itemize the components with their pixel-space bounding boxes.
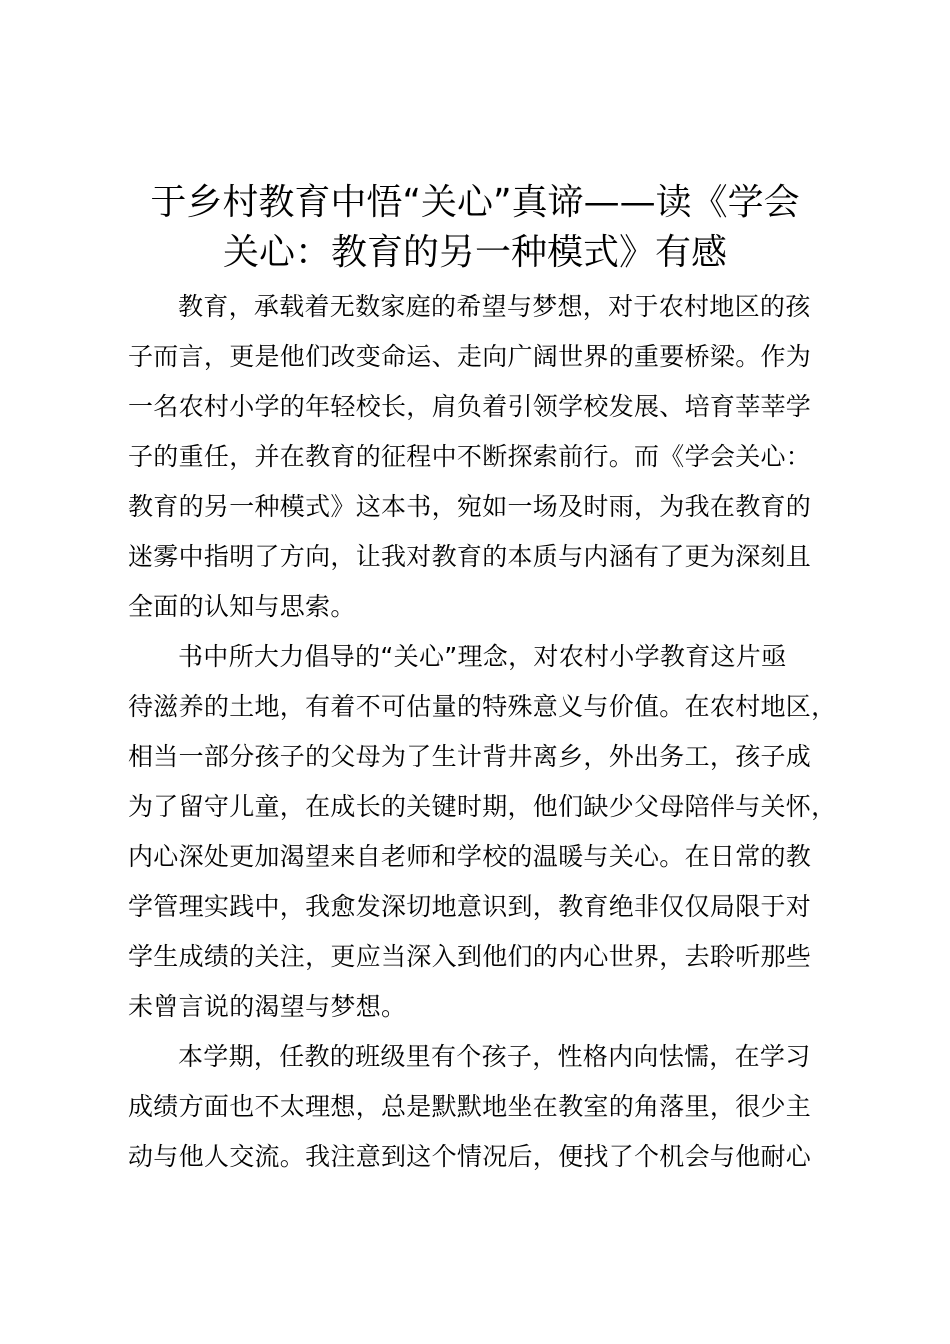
paragraph-line: 待滋养的土地，有着不可估量的特殊意义与价值。在农村地区， xyxy=(128,692,837,721)
page-title xyxy=(110,178,840,278)
paragraph-line: 未曾言说的渴望与梦想。 xyxy=(128,992,407,1021)
paragraph-line: 子而言，更是他们改变命运、走向广阔世界的重要桥梁。作为 xyxy=(128,342,812,371)
paragraph-line: 内心深处更加渴望来自老师和学校的温暖与关心。在日常的教 xyxy=(128,842,812,871)
paragraph-line: 成绩方面也不太理想，总是默默地坐在教室的角落里，很少主 xyxy=(128,1092,812,1121)
paragraph-line: 相当一部分孩子的父母为了生计背井离乡，外出务工，孩子成 xyxy=(128,742,812,771)
paragraph-line: 学管理实践中，我愈发深切地意识到，教育绝非仅仅局限于对 xyxy=(128,892,812,921)
title-line-2: 关心：教育的另一种模式》有感 xyxy=(222,232,727,273)
paragraph-line: 学生成绩的关注，更应当深入到他们的内心世界，去聆听那些 xyxy=(128,942,812,971)
title-line-1: 于乡村教育中悟“关心”真谛——读《学会 xyxy=(150,182,800,223)
paragraph-line: 子的重任，并在教育的征程中不断探索前行。而《学会关心： xyxy=(128,442,812,471)
paragraph-line: 为了留守儿童，在成长的关键时期，他们缺少父母陪伴与关怀， xyxy=(128,792,837,821)
document-body xyxy=(128,282,848,1182)
paragraph-line: 教育的另一种模式》这本书，宛如一场及时雨，为我在教育的 xyxy=(128,492,812,521)
paragraph-2 xyxy=(128,632,848,1032)
paragraph-line: 全面的认知与思索。 xyxy=(128,592,356,621)
paragraph-line: 一名农村小学的年轻校长，肩负着引领学校发展、培育莘莘学 xyxy=(128,392,812,421)
paragraph-line: 教育，承载着无数家庭的希望与梦想，对于农村地区的孩 xyxy=(178,292,811,321)
paragraph-line: 动与他人交流。我注意到这个情况后，便找了个机会与他耐心 xyxy=(128,1142,812,1171)
paragraph-3 xyxy=(128,1032,848,1182)
paragraph-1 xyxy=(128,282,848,632)
paragraph-line: 书中所大力倡导的“关心”理念，对农村小学教育这片亟 xyxy=(178,642,787,671)
paragraph-line: 本学期，任教的班级里有个孩子，性格内向怯懦，在学习 xyxy=(178,1042,811,1071)
paragraph-line: 迷雾中指明了方向，让我对教育的本质与内涵有了更为深刻且 xyxy=(128,542,812,571)
